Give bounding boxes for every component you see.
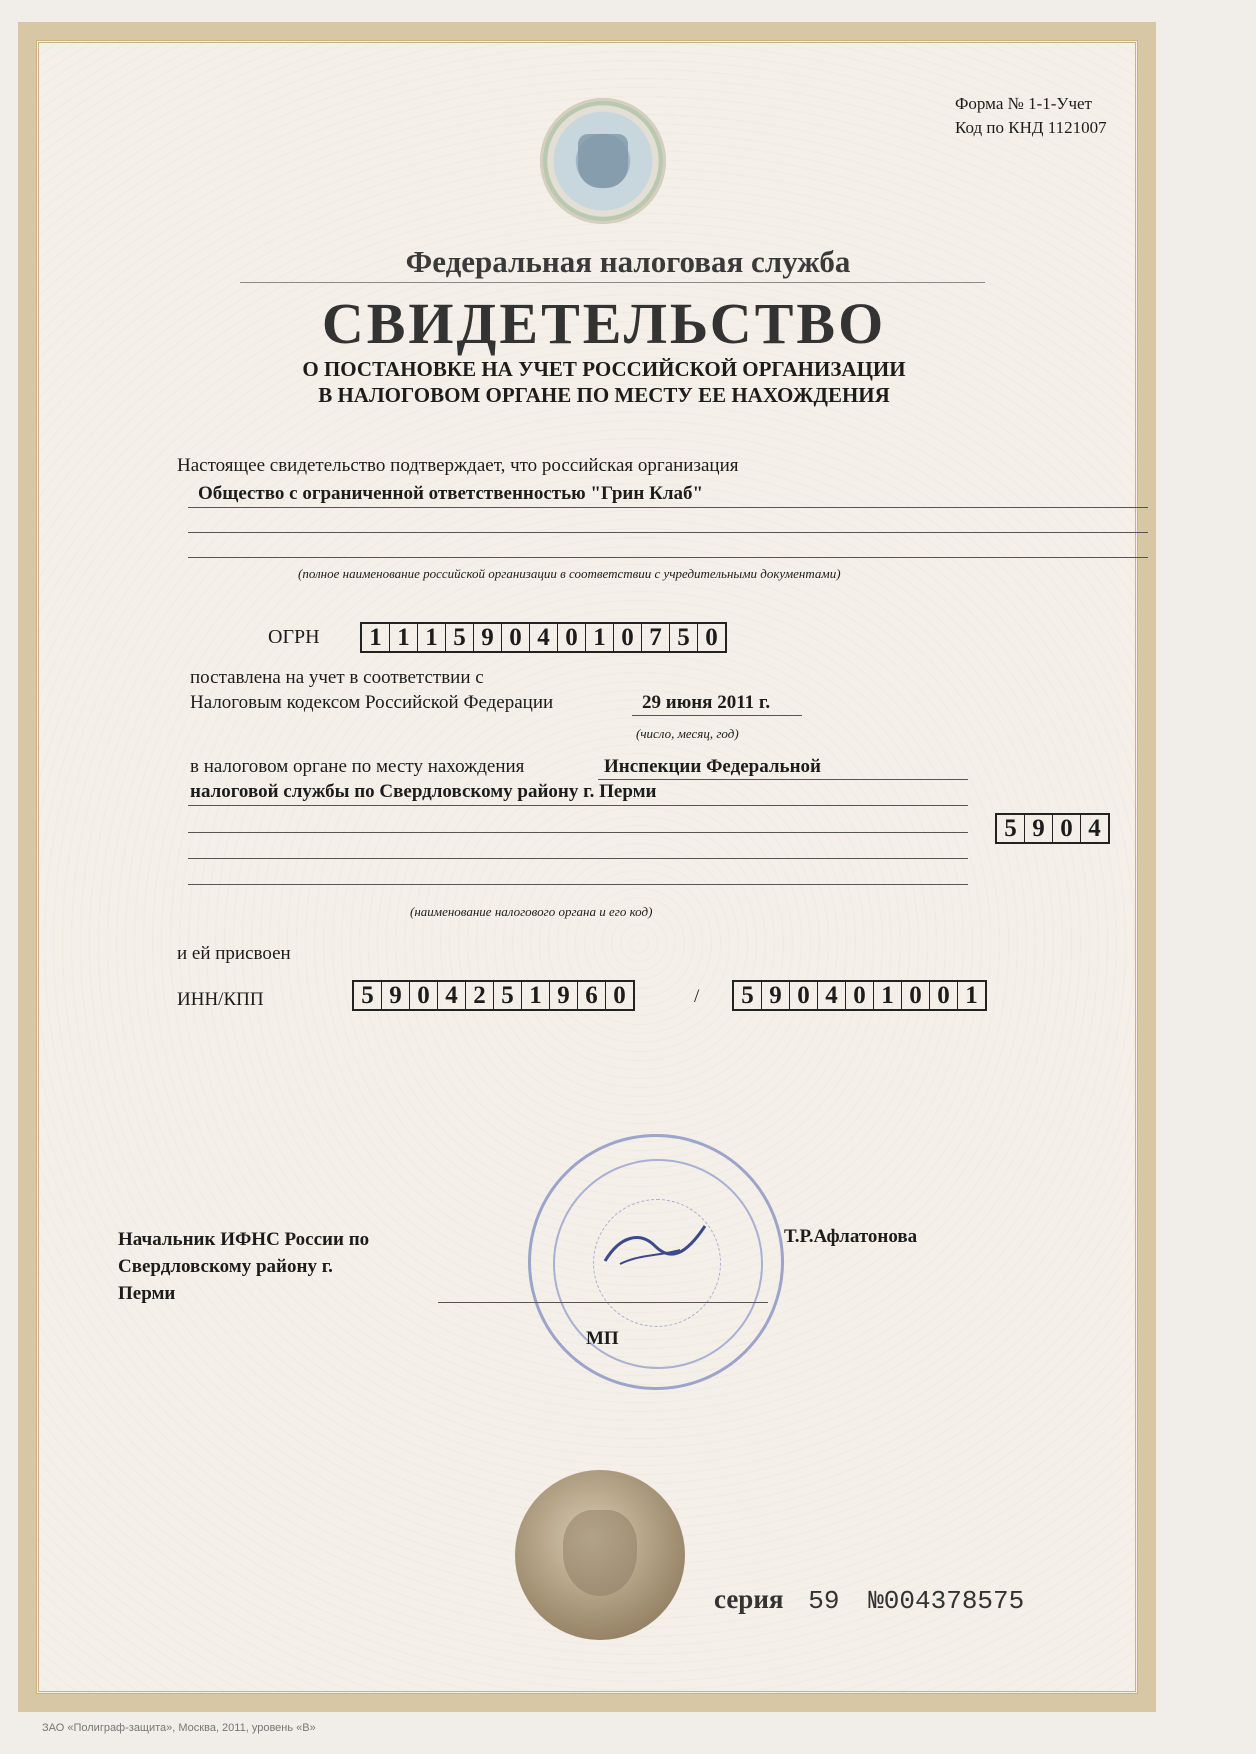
kpp-digit: 0 (790, 982, 818, 1009)
signer-title (118, 1226, 369, 1307)
inn-kpp-label: ИНН/КПП (177, 989, 264, 1010)
kpp-digit: 0 (902, 982, 930, 1009)
org-line-2 (188, 532, 1148, 533)
ogrn-digit: 5 (670, 624, 698, 651)
mp-label: МП (586, 1328, 619, 1349)
kpp-digit: 1 (965, 982, 978, 1009)
form-number: Форма № 1-1-Учет (955, 94, 1092, 113)
tax-office-code-digit: 0 (1053, 815, 1081, 842)
signer-title-line-2: Свердловскому району г. (118, 1256, 333, 1277)
ogrn-digit: 1 (390, 624, 418, 651)
inn-digit: 2 (466, 982, 494, 1009)
inn-digit: 6 (578, 982, 606, 1009)
tax-office-name-1: Инспекции Федеральной (604, 756, 821, 777)
inn-digit: 4 (438, 982, 466, 1009)
inn-digit: 9 (382, 982, 410, 1009)
ogrn-digit: 0 (502, 624, 530, 651)
ogrn-digit: 7 (642, 624, 670, 651)
date-underline (632, 715, 802, 716)
kpp-digit: 4 (818, 982, 846, 1009)
kpp-digit: 0 (930, 982, 958, 1009)
series-block (714, 1584, 1024, 1616)
assigned-text: и ей присвоен (177, 943, 291, 964)
registered-line-2: Налоговым кодексом Российской Федерации (190, 692, 554, 713)
kpp-digit: 5 (734, 982, 762, 1009)
ogrn-digit: 1 (418, 624, 446, 651)
kpp-digit: 9 (762, 982, 790, 1009)
registration-date: 29 июня 2011 г. (642, 692, 771, 713)
document-title: СВИДЕТЕЛЬСТВО (321, 291, 887, 356)
ogrn-digit: 1 (362, 624, 390, 651)
tax-office-line-4 (188, 858, 968, 859)
agency-name: Федеральная налоговая служба (405, 244, 851, 279)
knd-code: Код по КНД 1121007 (955, 118, 1107, 137)
kpp-digits (732, 980, 987, 1011)
tax-office-code (995, 813, 1110, 844)
inn-kpp-separator: / (694, 986, 700, 1007)
ogrn-digit: 0 (558, 624, 586, 651)
inn-digit: 9 (550, 982, 578, 1009)
series-label: серия (714, 1584, 784, 1614)
series-number: №004378575 (868, 1586, 1025, 1616)
tax-office-note: (наименование налогового органа и его код) (410, 904, 653, 919)
intro-text: Настоящее свидетельство подтверждает, что российская организация (177, 455, 739, 476)
ogrn-digits (360, 622, 727, 653)
org-name-note: (полное наименование российской организации в соответствии с учредительными документами) (298, 566, 841, 581)
date-note: (число, месяц, год) (636, 726, 739, 741)
printer-note: ЗАО «Полиграф-защита», Москва, 2011, уровень «В» (42, 1722, 316, 1734)
series-value: 59 (808, 1586, 840, 1616)
tax-office-prefix: в налоговом органе по месту нахождения (190, 756, 525, 777)
form-code (955, 92, 1107, 140)
tax-office-name-2: налоговой службы по Свердловскому району г. Перми (190, 781, 657, 802)
kpp-digit: 1 (874, 982, 902, 1009)
org-line-1 (188, 507, 1148, 508)
ogrn-digit: 9 (474, 624, 502, 651)
inn-digit: 0 (613, 982, 626, 1009)
tax-office-line-3 (188, 832, 968, 833)
agency-divider (240, 282, 985, 283)
signer-title-line-3: Перми (118, 1283, 176, 1304)
inn-digit: 5 (494, 982, 522, 1009)
signature-line (438, 1302, 768, 1303)
ogrn-digit: 1 (586, 624, 614, 651)
inn-digit: 1 (522, 982, 550, 1009)
kpp-digit: 0 (846, 982, 874, 1009)
ogrn-digit: 0 (614, 624, 642, 651)
ogrn-digit: 0 (705, 624, 718, 651)
signer-title-line-1: Начальник ИФНС России по (118, 1229, 370, 1250)
tax-office-code-digit: 5 (997, 815, 1025, 842)
hologram-emblem-icon (540, 98, 666, 224)
signer-name: Т.Р.Афлатонова (784, 1226, 918, 1247)
inn-digit: 5 (354, 982, 382, 1009)
subtitle-line-1: О ПОСТАНОВКЕ НА УЧЕТ РОССИЙСКОЙ ОРГАНИЗАЦИИ (302, 357, 906, 381)
tax-office-line-1 (598, 779, 968, 780)
tax-office-code-digit: 9 (1025, 815, 1053, 842)
signature-icon (600, 1216, 710, 1276)
inn-digit: 0 (410, 982, 438, 1009)
eagle-hologram-icon (515, 1470, 685, 1640)
inn-digits (352, 980, 635, 1011)
org-name: Общество с ограниченной ответственностью "Грин Клаб" (198, 483, 704, 504)
tax-office-code-digit: 4 (1088, 815, 1101, 842)
org-line-3 (188, 557, 1148, 558)
tax-office-line-5 (188, 884, 968, 885)
subtitle-line-2: В НАЛОГОВОМ ОРГАНЕ ПО МЕСТУ ЕЕ НАХОЖДЕНИЯ (318, 383, 890, 407)
document-subtitle (0, 356, 1208, 408)
ogrn-digit: 5 (446, 624, 474, 651)
certificate-inner-frame (36, 40, 1138, 1694)
tax-office-line-2 (188, 805, 968, 806)
ogrn-label: ОГРН (268, 626, 320, 648)
registered-line-1: поставлена на учет в соответствии с (190, 667, 484, 688)
ogrn-digit: 4 (530, 624, 558, 651)
